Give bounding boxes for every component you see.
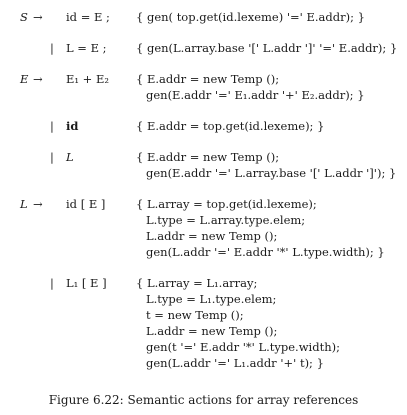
rule-bar: | — [50, 41, 54, 55]
figure-caption: Figure 6.22: Semantic actions for array references — [48, 393, 359, 407]
rule-action-line: L.type = L₁.type.elem; — [146, 292, 277, 306]
rule-lhs: E — [20, 72, 29, 86]
rule-action-line: { L.array = L₁.array; — [136, 276, 258, 290]
rule-production: L = E ; — [66, 41, 107, 55]
rule-action-line: { L.array = top.get(id.lexeme); — [136, 197, 317, 211]
rule-action-line: gen(L.addr '=' E.addr '*' L.type.width); } — [146, 245, 385, 259]
rule-bar: | — [50, 119, 54, 133]
rule-lhs: S — [20, 10, 28, 24]
rule-arrow: → — [33, 197, 43, 211]
rule-action-line: gen(E.addr '=' E₁.addr '+' E₂.addr); } — [146, 88, 365, 102]
rule-action-line: t = new Temp (); — [146, 308, 244, 322]
rule-production: id = E ; — [66, 10, 110, 24]
rule-arrow: → — [33, 72, 43, 86]
rule-production: id [ E ] — [66, 197, 106, 211]
rule-action-line: gen(t '=' E.addr '*' L.type.width); — [146, 340, 340, 354]
rule-lhs: L — [20, 197, 28, 211]
rule-action-line: gen(L.addr '=' L₁.addr '+' t); } — [146, 356, 324, 370]
rule-action-line: gen(E.addr '=' L.array.base '[' L.addr ']'); } — [146, 166, 397, 180]
rule-bar: | — [50, 150, 54, 164]
rule-action-line: L.addr = new Temp (); — [146, 324, 278, 338]
rule-production: id — [66, 119, 79, 133]
rule-arrow: → — [33, 10, 43, 24]
rule-action-line: { E.addr = top.get(id.lexeme); } — [136, 119, 325, 133]
rule-production: E₁ + E₂ — [66, 72, 109, 86]
rule-action-line: { E.addr = new Temp (); — [136, 72, 280, 86]
rule-action-line: { gen(L.array.base '[' L.addr ']' '=' E.addr); } — [136, 41, 398, 55]
rule-production: L₁ [ E ] — [66, 276, 107, 290]
rule-production: L — [66, 150, 74, 164]
rule-action-line: { E.addr = new Temp (); — [136, 150, 280, 164]
rule-action-line: L.addr = new Temp (); — [146, 229, 278, 243]
rule-action-line: { gen( top.get(id.lexeme) '=' E.addr); } — [136, 10, 365, 24]
rule-bar: | — [50, 276, 54, 290]
rule-action-line: L.type = L.array.type.elem; — [146, 213, 306, 227]
